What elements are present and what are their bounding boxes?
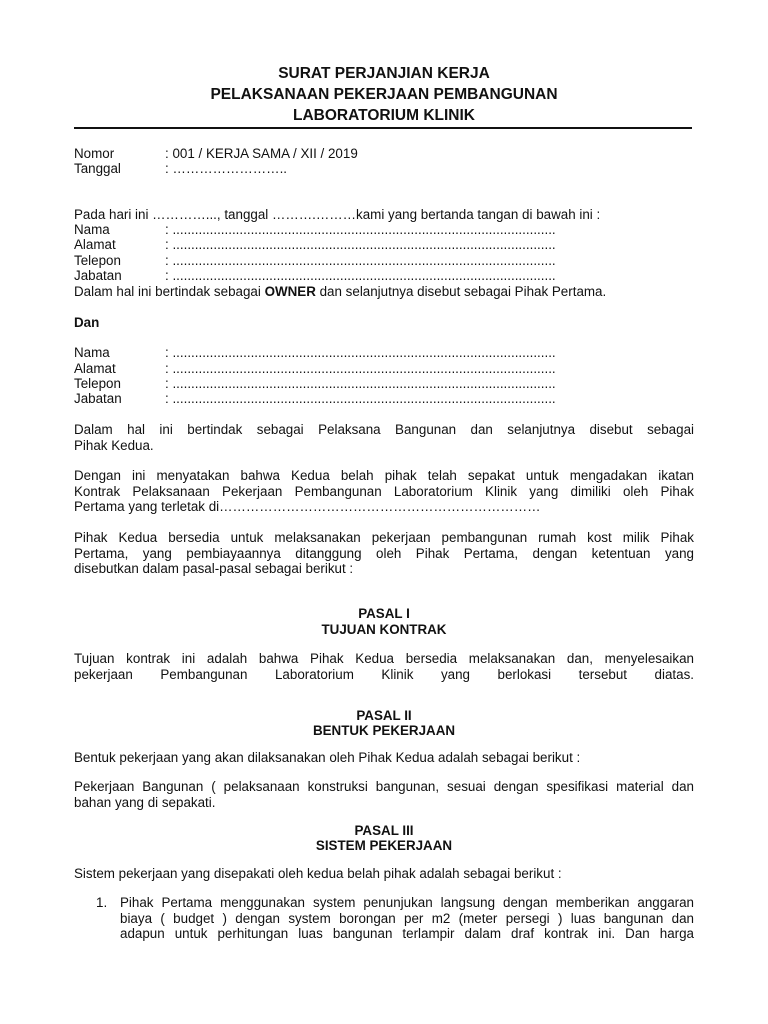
intro-line: Pada hari ini …………..., tanggal ……….………kami yang bertanda tangan di bawah ini : xyxy=(74,207,601,222)
party2-nama-row xyxy=(74,345,556,361)
list-item xyxy=(120,895,694,942)
party1-telepon-row xyxy=(74,253,556,269)
party1-statement xyxy=(74,284,606,300)
field-value: : ....................................................................................................... xyxy=(165,376,556,391)
field-label: Telepon xyxy=(74,376,121,391)
agreement-paragraph xyxy=(74,468,694,515)
paragraph-line: Pihak Kedua. xyxy=(74,437,154,453)
document-title-line3: LABORATORIUM KLINIK xyxy=(293,107,475,124)
title-divider xyxy=(74,127,692,129)
party1-alamat-row xyxy=(74,237,556,253)
paragraph-line: adapun untuk perhitungan luas bangunan terlampir dalam draf kontrak ini. Dan harga xyxy=(120,926,694,941)
pasal2-heading: PASAL II xyxy=(356,708,412,723)
document-title-line1: SURAT PERJANJIAN KERJA xyxy=(278,65,490,82)
field-label: Jabatan xyxy=(74,268,122,283)
paragraph-line: disebutkan dalam pasal-pasal sebagai berikut : xyxy=(74,561,354,576)
pasal3-intro: Sistem pekerjaan yang disepakati oleh kedua belah pihak adalah sebagai berikut : xyxy=(74,866,562,881)
field-value: : ....................................................................................................... xyxy=(165,253,556,268)
party2-telepon-row xyxy=(74,376,556,392)
pasal2-subheading: BENTUK PEKERJAAN xyxy=(312,723,456,738)
pasal1-paragraph xyxy=(74,651,694,682)
field-value: : ....................................................................................................... xyxy=(165,237,556,252)
pasal3-subheading: SISTEM PEKERJAAN xyxy=(315,838,453,853)
party2-statement xyxy=(74,422,694,453)
party1-jabatan-row xyxy=(74,268,556,284)
dan-label: Dan xyxy=(74,315,100,330)
statement-text: dan selanjutnya disebut sebagai Pihak Pertama. xyxy=(315,284,607,299)
field-label: Alamat xyxy=(74,361,116,376)
paragraph-line: Dalam hal ini bertindak sebagai Pelaksana Bangunan dan selanjutnya disebut sebagai xyxy=(74,422,694,437)
field-value: : ....................................................................................................... xyxy=(165,345,556,360)
list-item-number: 1. xyxy=(96,895,108,910)
paragraph-line: Pihak Kedua bersedia untuk melaksanakan pekerjaan pembangunan rumah kost milik Pihak xyxy=(74,530,694,545)
field-label: Telepon xyxy=(74,253,121,268)
pasal3-heading: PASAL III xyxy=(354,823,414,838)
party1-nama-row xyxy=(74,222,556,238)
pasal2-intro: Bentuk pekerjaan yang akan dilaksanakan oleh Pihak Kedua adalah sebagai berikut : xyxy=(74,750,581,765)
paragraph-line: biaya ( budget ) dengan system borongan per m2 (meter persegi ) luas bangunan dan xyxy=(120,910,694,926)
paragraph-line: Kontrak Pelaksanaan Pekerjaan Pembangunan Laboratorium Klinik yang dimiliki oleh Pihak xyxy=(74,483,694,499)
willing-paragraph xyxy=(74,530,694,577)
nomor-row xyxy=(74,146,358,162)
field-value: : ....................................................................................................... xyxy=(165,391,556,406)
party2-jabatan-row xyxy=(74,391,556,407)
nomor-label: Nomor xyxy=(74,146,115,161)
nomor-value: : 001 / KERJA SAMA / XII / 2019 xyxy=(165,146,358,161)
field-label: Nama xyxy=(74,222,110,237)
field-value: : ....................................................................................................... xyxy=(165,268,556,283)
tanggal-row xyxy=(74,161,287,177)
pasal1-heading: PASAL I xyxy=(358,606,410,621)
document-title-line2: PELAKSANAAN PEKERJAAN PEMBANGUNAN xyxy=(210,86,558,103)
paragraph-line: pekerjaan Pembangunan Laboratorium Klinik yang berlokasi tersebut diatas. xyxy=(74,666,694,682)
paragraph-line: Pertama yang terletak di……………………………………………………………… xyxy=(74,499,541,514)
field-label: Alamat xyxy=(74,237,116,252)
paragraph-line: Dengan ini menyatakan bahwa Kedua belah pihak telah sepakat untuk mengadakan ikatan xyxy=(74,468,694,483)
field-value: : ....................................................................................................... xyxy=(165,222,556,237)
pasal2-paragraph xyxy=(74,779,694,810)
paragraph-line: bahan yang di sepakati. xyxy=(74,794,216,810)
field-label: Nama xyxy=(74,345,110,360)
party2-alamat-row xyxy=(74,361,556,377)
statement-text: Dalam hal ini bertindak sebagai xyxy=(74,284,265,299)
paragraph-line: Pihak Pertama menggunakan system penunjukan langsung dengan memberikan anggaran xyxy=(120,895,694,910)
paragraph-line: Pertama, yang pembiayaannya ditanggung oleh Pihak Pertama, dengan ketentuan yang xyxy=(74,545,694,561)
tanggal-label: Tanggal xyxy=(74,161,121,176)
paragraph-line: Tujuan kontrak ini adalah bahwa Pihak Kedua bersedia melaksanakan dan, menyelesaikan xyxy=(74,651,694,666)
field-value: : ....................................................................................................... xyxy=(165,361,556,376)
tanggal-value: : …………………….. xyxy=(165,161,288,176)
pasal1-subheading: TUJUAN KONTRAK xyxy=(321,622,447,637)
owner-label: OWNER xyxy=(264,284,316,299)
field-label: Jabatan xyxy=(74,391,122,406)
paragraph-line: Pekerjaan Bangunan ( pelaksanaan konstruksi bangunan, sesuai dengan spesifikasi material dan xyxy=(74,779,694,794)
